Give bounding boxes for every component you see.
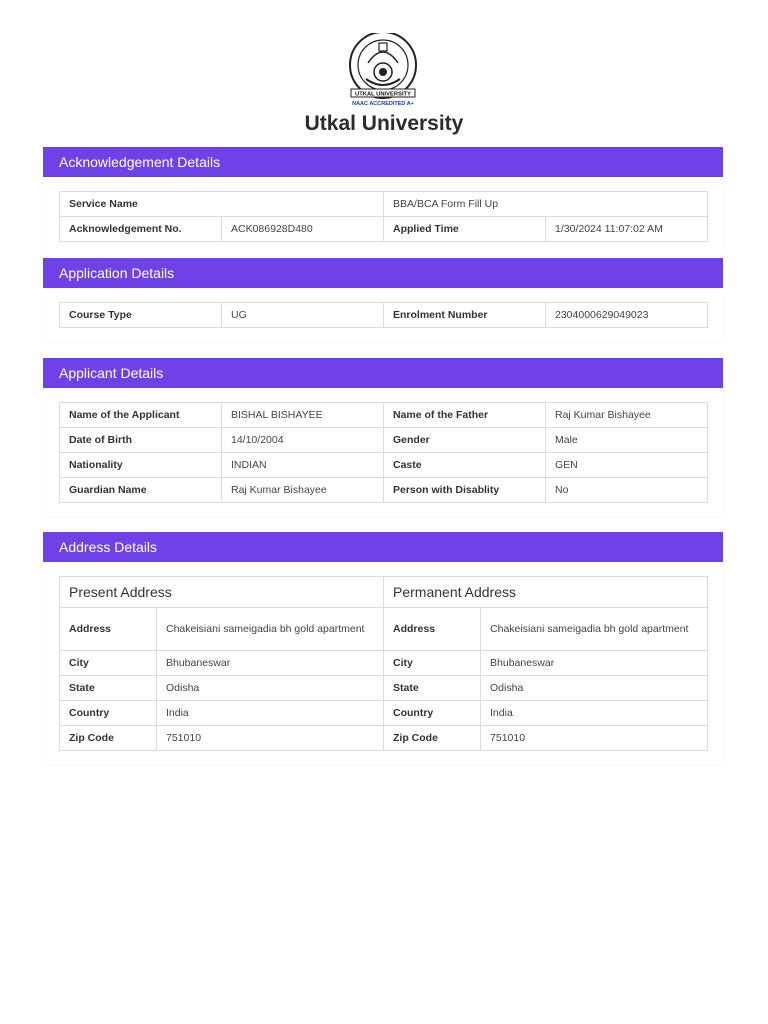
pwd-value: No <box>546 478 708 503</box>
enrolment-label: Enrolment Number <box>384 303 546 328</box>
guardian-value: Raj Kumar Bishayee <box>222 478 384 503</box>
guardian-label: Guardian Name <box>60 478 222 503</box>
table-row <box>60 403 708 428</box>
address-section <box>43 532 723 765</box>
present-address-label: Address <box>60 608 157 651</box>
course-type-label: Course Type <box>60 303 222 328</box>
application-section <box>43 258 723 342</box>
table-row <box>60 303 708 328</box>
acknowledgement-table <box>59 191 708 242</box>
applied-time-label: Applied Time <box>384 217 546 242</box>
table-row <box>60 726 708 751</box>
dob-value: 14/10/2004 <box>222 428 384 453</box>
permanent-country-value: India <box>481 701 708 726</box>
permanent-address-value: Chakeisiani sameigadia bh gold apartment <box>481 608 708 651</box>
applicant-name-label: Name of the Applicant <box>60 403 222 428</box>
gender-label: Gender <box>384 428 546 453</box>
service-name-label: Service Name <box>60 192 384 217</box>
caste-value: GEN <box>546 453 708 478</box>
present-state-value: Odisha <box>157 676 384 701</box>
dob-label: Date of Birth <box>60 428 222 453</box>
address-heading: Address Details <box>43 532 723 562</box>
applicant-table <box>59 402 708 503</box>
table-row <box>60 577 708 608</box>
logo-banner-text: UTKAL UNIVERSITY <box>355 91 411 98</box>
course-type-value: UG <box>222 303 384 328</box>
nationality-label: Nationality <box>60 453 222 478</box>
table-row <box>60 478 708 503</box>
table-row <box>60 192 708 217</box>
table-row <box>60 608 708 651</box>
permanent-state-label: State <box>384 676 481 701</box>
page-title: Utkal University <box>304 112 464 135</box>
logo-accreditation-text: NAAC ACCREDITED A+ <box>352 101 414 107</box>
present-country-label: Country <box>60 701 157 726</box>
permanent-city-value: Bhubaneswar <box>481 651 708 676</box>
permanent-address-heading: Permanent Address <box>384 577 708 608</box>
applied-time-value: 1/30/2024 11:07:02 AM <box>546 217 708 242</box>
application-table <box>59 302 708 328</box>
permanent-address-label: Address <box>384 608 481 651</box>
father-name-value: Raj Kumar Bishayee <box>546 403 708 428</box>
pwd-label: Person with Disablity <box>384 478 546 503</box>
permanent-zip-label: Zip Code <box>384 726 481 751</box>
university-logo <box>346 33 420 109</box>
table-row <box>60 453 708 478</box>
present-zip-label: Zip Code <box>60 726 157 751</box>
enrolment-value: 2304000629049023 <box>546 303 708 328</box>
service-name-value: BBA/BCA Form Fill Up <box>384 192 708 217</box>
permanent-country-label: Country <box>384 701 481 726</box>
address-table <box>59 576 708 751</box>
present-country-value: India <box>157 701 384 726</box>
present-state-label: State <box>60 676 157 701</box>
nationality-value: INDIAN <box>222 453 384 478</box>
present-address-value: Chakeisiani sameigadia bh gold apartment <box>157 608 384 651</box>
application-heading: Application Details <box>43 258 723 288</box>
present-address-heading: Present Address <box>60 577 384 608</box>
table-row <box>60 217 708 242</box>
permanent-state-value: Odisha <box>481 676 708 701</box>
permanent-zip-value: 751010 <box>481 726 708 751</box>
present-zip-value: 751010 <box>157 726 384 751</box>
applicant-heading: Applicant Details <box>43 358 723 388</box>
table-row <box>60 701 708 726</box>
table-row <box>60 676 708 701</box>
present-city-label: City <box>60 651 157 676</box>
table-row <box>60 651 708 676</box>
acknowledgement-section <box>43 147 723 256</box>
caste-label: Caste <box>384 453 546 478</box>
permanent-city-label: City <box>384 651 481 676</box>
applicant-name-value: BISHAL BISHAYEE <box>222 403 384 428</box>
ack-no-label: Acknowledgement No. <box>60 217 222 242</box>
acknowledgement-heading: Acknowledgement Details <box>43 147 723 177</box>
applicant-section <box>43 358 723 517</box>
table-row <box>60 428 708 453</box>
gender-value: Male <box>546 428 708 453</box>
university-seal-icon <box>346 33 420 109</box>
present-city-value: Bhubaneswar <box>157 651 384 676</box>
father-name-label: Name of the Father <box>384 403 546 428</box>
ack-no-value: ACK086928D480 <box>222 217 384 242</box>
